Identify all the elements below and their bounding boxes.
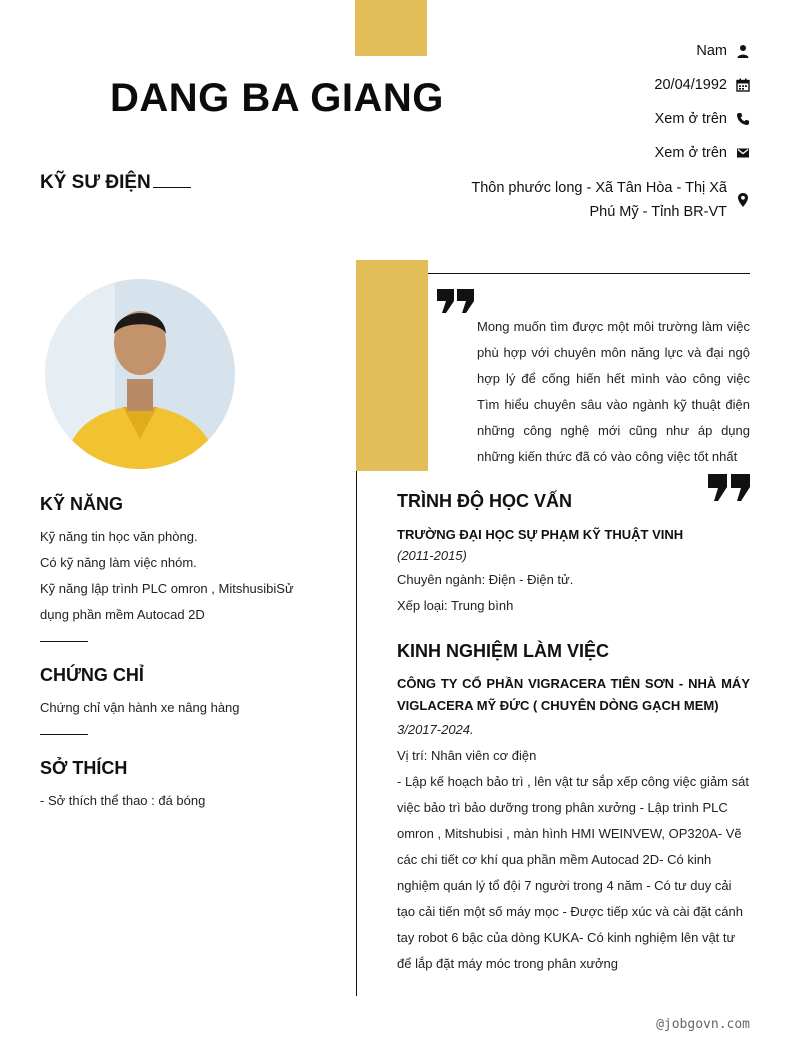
gender-text: Nam [696, 43, 727, 59]
watermark: @jobgovn.com [656, 1017, 750, 1032]
contact-address [450, 176, 750, 224]
hobbies-title: SỞ THÍCH [40, 758, 128, 778]
contact-gender [696, 43, 750, 59]
skills-title: KỸ NĂNG [40, 494, 124, 514]
phone-text: Xem ở trên [654, 111, 727, 127]
skill-item: Kỹ năng tin học văn phòng. [40, 529, 198, 544]
contact-birthday [654, 77, 750, 93]
accent-block-top [355, 0, 427, 56]
experience-period: 3/2017-2024. [397, 722, 474, 737]
calendar-icon [736, 78, 750, 92]
quote-open-icon [437, 289, 475, 318]
email-icon [736, 146, 750, 160]
section-divider [40, 641, 88, 642]
certificates-title: CHỨNG CHỈ [40, 665, 144, 685]
job-title-text: KỸ SƯ ĐIỆN [40, 172, 151, 193]
skill-item: Có kỹ năng làm việc nhóm. [40, 555, 197, 570]
experience-section [397, 641, 750, 977]
contact-email [655, 145, 750, 161]
education-title: TRÌNH ĐỘ HỌC VẤN [397, 491, 572, 511]
certificates-section [40, 665, 310, 735]
address-text: Thôn phước long - Xã Tân Hòa - Thị Xã Phú Mỹ - Tỉnh BR-VT [471, 180, 727, 220]
experience-position: Vị trí: Nhân viên cơ điện [397, 748, 537, 763]
location-icon [736, 192, 750, 208]
divider-top [428, 273, 750, 274]
job-title-underline [153, 187, 191, 188]
hobbies-section [40, 758, 310, 814]
contact-phone [655, 111, 750, 127]
education-rank: Xếp loại: Trung bình [397, 598, 514, 613]
skills-section [40, 494, 310, 642]
job-title [40, 172, 191, 194]
experience-title: KINH NGHIỆM LÀM VIỆC [397, 641, 610, 661]
education-major: Chuyên ngành: Điện - Điện tử. [397, 572, 574, 587]
education-section [397, 491, 750, 619]
skill-item: Kỹ năng lập trình PLC omron , MitshusibiSử dụng phần mềm Autocad 2D [40, 581, 294, 622]
experience-description: - Lập kế hoạch bảo trì , lên vật tư sắp xếp công việc giảm sát việc bảo trì bảo dưỡng trong phân xưởng - Lập trình PLC omron , Mitshubisi , màn hình HMI WEINVEW, OP320A- Vẽ các chi tiết cơ khí qua phần mềm Autocad 2D- Có kinh nghiệm quán lý tổ đội 7 người trong 4 năm - Có tư duy cải tạo cải tiến một số máy mọc - Được tiếp xúc và cài đặt cánh tay robot 6 bậc của dòng KUKA- Có kinh nghiệm lên vật tư để lắp đặt máy móc trong phân xưởng [397, 774, 749, 971]
accent-block-middle [356, 260, 428, 471]
hobby-item: - Sở thích thể thao : đá bóng [40, 793, 206, 808]
education-period: (2011-2015) [397, 548, 467, 563]
school-name: TRƯỜNG ĐẠI HỌC SỰ PHẠM KỸ THUẬT VINH [397, 527, 684, 542]
candidate-name: DANG BA GIANG [110, 76, 444, 120]
company-name: CÔNG TY CỔ PHẦN VIGRACERA TIÊN SƠN - NHÀ MÁY VIGLACERA MỸ ĐỨC ( CHUYÊN DÒNG GẠCH MEM) [397, 676, 750, 713]
certificate-item: Chứng chỉ vận hành xe nâng hàng [40, 700, 240, 715]
column-divider [356, 471, 357, 996]
career-objective: Mong muốn tìm được một môi trường làm việc phù hợp với chuyên môn năng lực và đại ngộ hợp lý để cống hiến hết mình vào công việc Tìm hiểu chuyên sâu vào ngành kỹ thuật điện những công nghệ mới cũng như áp dụng những kiến thức đã có vào công việc tốt nhất [477, 319, 750, 464]
birthday-text: 20/04/1992 [654, 77, 727, 93]
email-text: Xem ở trên [654, 145, 727, 161]
avatar [45, 279, 235, 469]
person-icon [736, 44, 750, 58]
phone-icon [736, 112, 750, 126]
section-divider [40, 734, 88, 735]
